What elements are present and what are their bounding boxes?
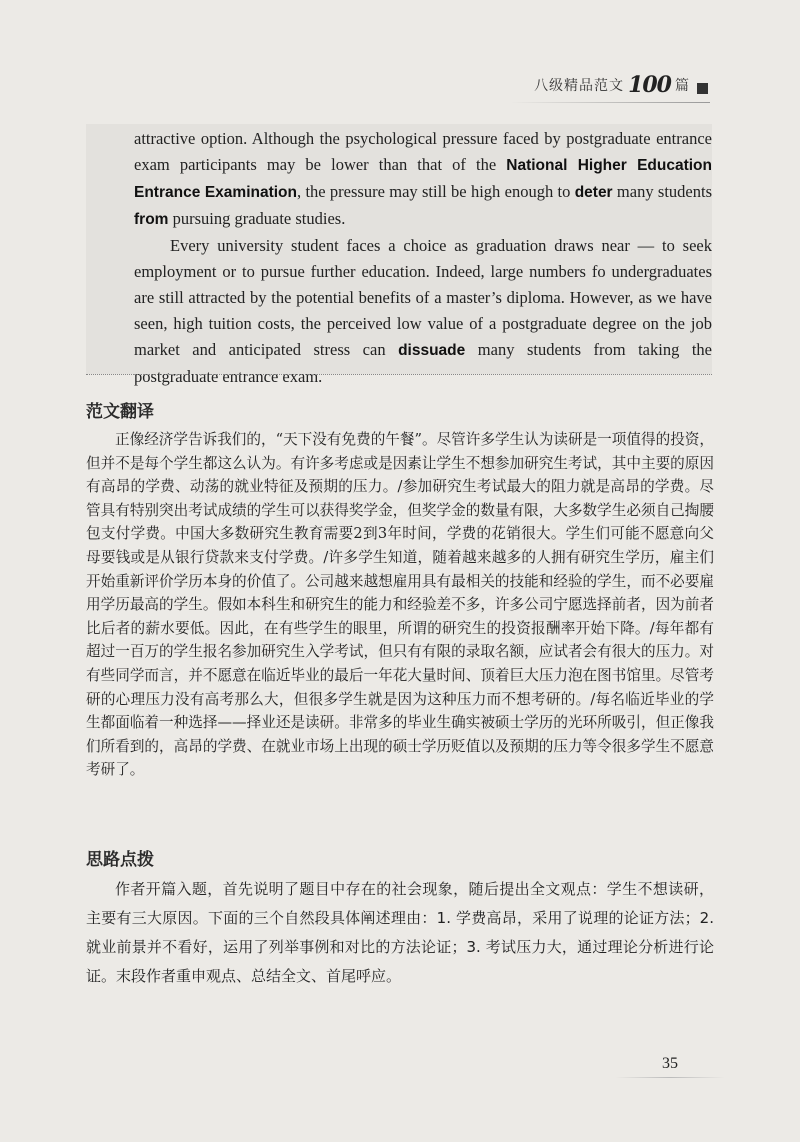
running-header [534, 72, 708, 98]
header-suffix: 篇 [675, 78, 689, 94]
text-run: Every university student faces a choice as graduation draws near — to seek employment or to pursue further education. Indeed, large numbers fo undergraduates are still attracted by the potential benefits of a master’s diploma. However, as we have seen, high tuition costs, the perceived low value of a postgraduate degree on the job market and anticipated stress can [134, 236, 712, 359]
page-number: 35 [662, 1055, 678, 1072]
analysis-text: 作者开篇入题，首先说明了题目中存在的社会现象，随后提出全文观点：学生不想读研，主要有三大原因。下面的三个自然段具体阐述理由：1. 学费高昂，采用了说理的论证方法；2. 就业前景并不看好，运用了列举事例和对比的方法论证；3. 考试压力大，通过理论分析进行论证。末段作者重申观点、总结全文、首尾呼应。 [86, 880, 714, 985]
header-rule [510, 102, 710, 103]
translation-text: 正像经济学告诉我们的，“天下没有免费的午餐”。尽管许多学生认为读研是一项值得的投资，但并不是每个学生都这么认为。有许多考虑或是因素让学生不想参加研究生考试，其中主要的原因有高昂的学费、动荡的就业特征及预期的压力。/参加研究生考试最大的阻力就是高昂的学费。尽管具有特别突出考试成绩的学生可以获得奖学金，但奖学金的数量有限，大多数学生必须自己掏腰包支付学费。中国大多数研究生教育需要2到3年时间，学费的花销很大。学生们可能不愿意向父母要钱或是从银行贷款来支付学费。/许多学生知道，随着越来越多的人拥有研究生学历，雇主们开始重新评价学历本身的价值了。公司越来越想雇用具有最相关的技能和经验的学生，而不必要雇用学历最高的学生。假如本科生和研究生的能力和经验差不多，许多公司宁愿选择前者，因为前者比后者的薪水要低。因此，在有些学生的眼里，所谓的研究生的投资报酬率开始下降。/每年都有超过一百万的学生报名参加研究生入学考试，但只有有限的录取名额，应试者会有很大的压力。对有些同学而言，并不愿意在临近毕业的最后一年花大量时间、顶着巨大压力泡在图书馆里。尽管考研的心理压力没有高考那么大，但很多学生就是因为这种压力而不想考研的。/每名临近毕业的学生都面临着一种选择——择业还是读研。非常多的毕业生确实被硕士学历的光环所吸引，但正像我们所看到的，高昂的学费、在就业市场上出现的硕士学历贬值以及预期的压力等令很多学生不愿意考研了。 [86, 431, 714, 779]
header-number: 100 [628, 72, 671, 98]
analysis-body [86, 875, 714, 991]
bold-phrase: deter [574, 184, 613, 201]
bold-phrase: from [134, 211, 169, 228]
translation-title: 范文翻译 [86, 402, 154, 422]
header-square-mark [697, 83, 708, 94]
bold-phrase: dissuade [398, 342, 466, 359]
section-divider [86, 374, 712, 375]
essay-paragraph-2 [134, 233, 712, 390]
text-run: attractive option. Although the psychological pressure faced by postgraduate entrance exam participants may be lower than that of the [134, 129, 712, 174]
essay-paragraph-1 [134, 126, 712, 233]
text-run: many students [612, 182, 712, 201]
header-label: 八级精品范文 [534, 78, 625, 94]
essay-text [134, 126, 712, 390]
text-run: , the pressure may still be high enough to [297, 182, 575, 201]
analysis-title: 思路点拨 [86, 850, 154, 870]
translation-body [86, 428, 714, 782]
text-run: many students from taking the postgraduate entrance exam. [134, 340, 712, 386]
text-run: pursuing graduate studies. [168, 209, 346, 228]
bold-phrase: National Higher Education Entrance Examination [134, 157, 712, 201]
page-number-rule [615, 1077, 725, 1078]
